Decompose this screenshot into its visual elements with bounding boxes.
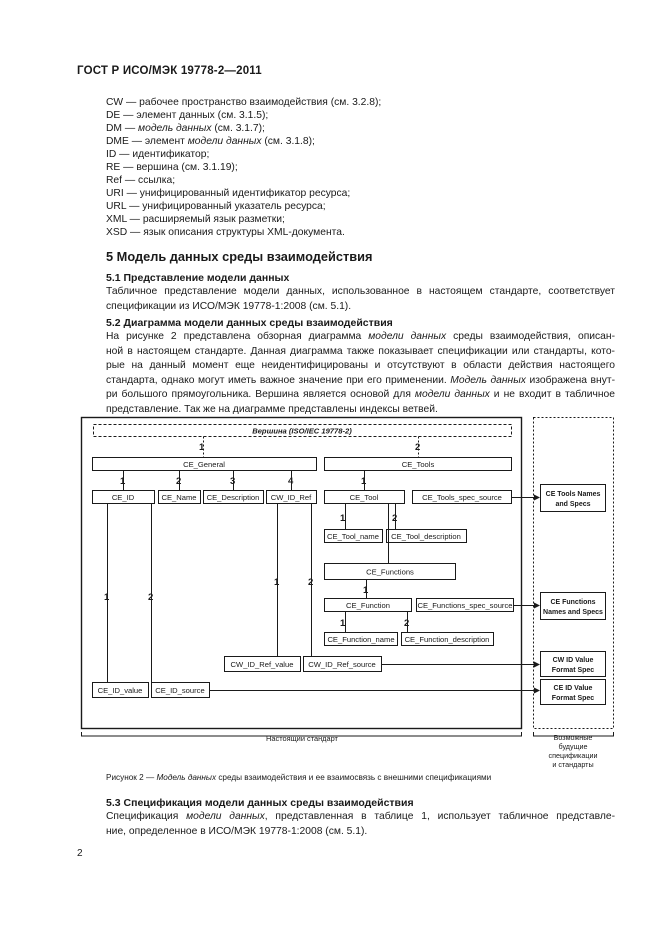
document-header: ГОСТ Р ИСО/МЭК 19778-2—2011 (77, 65, 262, 77)
label-future-3: спецификации (548, 751, 598, 760)
node-ce-functions-spec-source: CE_Functions_spec_source (417, 601, 513, 610)
abbr-xsd: XSD — язык описания структуры XML-документа. (106, 227, 345, 238)
idx-general-cwidref: 4 (288, 476, 294, 487)
ext-tools-line1: CE Tools Names (545, 491, 601, 498)
label-current-standard: Настоящий стандарт (266, 734, 338, 743)
idx-root-general: 1 (199, 442, 205, 453)
figure-caption: Рисунок 2 — Модель данных среды взаимодействия и ее взаимосвязь с внешними спецификациями (106, 773, 492, 782)
node-ce-function-name: CE_Function_name (327, 635, 395, 644)
node-ce-tools: CE_Tools (401, 460, 435, 469)
idx-tool-description: 2 (392, 513, 398, 524)
abbr-de: DE — элемент данных (см. 3.1.5); (106, 110, 269, 121)
node-ce-general: CE_General (183, 460, 225, 469)
future-boundary (534, 418, 614, 729)
node-ce-id: CE_ID (111, 493, 135, 502)
idx-general-name: 2 (176, 476, 182, 487)
node-ce-tool-name: CE_Tool_name (327, 532, 379, 541)
idx-function-description: 2 (404, 618, 410, 629)
abbr-xml: XML — расширяемый язык разметки; (106, 214, 285, 225)
node-ce-description: CE_Description (206, 493, 260, 502)
diagram-root-label: Вершина (ISO/IEC 19778-2) (252, 426, 352, 436)
ext-cwid-line2: Format Spec (551, 667, 595, 674)
idx-ceid-value: 1 (104, 592, 110, 603)
idx-function-name: 1 (340, 618, 346, 629)
idx-cwidref-value: 1 (274, 577, 280, 588)
node-cw-id-ref-source: CW_ID_Ref_source (308, 660, 376, 669)
ext-ceid-line2: Format Spec (551, 695, 595, 702)
idx-cwidref-source: 2 (308, 577, 314, 588)
section-5-3-title: 5.3 Спецификация модели данных среды взаимодействия (106, 797, 414, 809)
idx-functions-function: 1 (363, 585, 369, 596)
node-ce-tool-description: CE_Tool_description (391, 532, 461, 541)
idx-ceid-source: 2 (148, 592, 154, 603)
section-5-1-title: 5.1 Представление модели данных (106, 272, 290, 284)
abbr-id: ID — идентификатор; (106, 149, 210, 160)
node-ce-function: CE_Function (346, 601, 390, 610)
ext-func-line1: CE Functions (550, 599, 596, 606)
node-cw-id-ref: CW_ID_Ref (270, 493, 312, 502)
node-ce-functions: CE_Functions (366, 567, 414, 577)
page-number: 2 (77, 848, 83, 859)
section-5-2-title: 5.2 Диаграмма модели данных среды взаимодействия (106, 317, 393, 329)
idx-general-id: 1 (120, 476, 126, 487)
node-ce-tools-spec-source: CE_Tools_spec_source (422, 493, 502, 502)
idx-tools-tool: 1 (361, 476, 367, 487)
label-future-4: и стандарты (552, 760, 594, 769)
node-ce-id-value: CE_ID_value (97, 686, 143, 695)
abbr-cw: CW — рабочее пространство взаимодействия (см. 3.2.8); (106, 97, 382, 108)
idx-general-description: 3 (230, 476, 236, 487)
abbr-dm: DM — модель данных (см. 3.1.7); (106, 123, 265, 134)
abbr-url: URL — унифицированный указатель ресурса; (106, 201, 326, 212)
section-5-2-paragraph: На рисунке 2 представлена обзорная диаграмма модели данных среды взаимодействия, описан- ной в настоящем стандарте. Данная диаграмма также показывает спецификации или стандарты, кото- рые на данный момент еще неидентифицированы и отсутствуют в области действия настоящего стандарта, однако могут иметь важное значение при его применении. Модель данных изображена внут- ри большого прямоугольника. Вершина является основой для модели данных и не входит в табличное представление. Так же на диаграмме представлены индексы ветвей. (106, 331, 616, 415)
ext-ceid-line1: CE ID Value (553, 685, 593, 692)
node-ce-name: CE_Name (161, 493, 197, 502)
ext-func-line2: Names and Specs (543, 609, 603, 616)
node-ce-id-source: CE_ID_source (155, 686, 205, 695)
abbr-ref: Ref — ссылка; (106, 175, 176, 186)
abbr-re: RE — вершина (см. 3.1.19); (106, 162, 238, 173)
node-cw-id-ref-value: CW_ID_Ref_value (230, 660, 294, 669)
abbr-uri: URI — унифицированный идентификатор ресурса; (106, 188, 351, 199)
abbr-dme: DME — элемент модели данных (см. 3.1.8); (106, 136, 315, 147)
label-future-2: будущие (558, 742, 588, 751)
node-ce-tool: CE_Tool (349, 493, 379, 502)
ext-cwid-line1: CW ID Value (552, 657, 594, 664)
idx-tool-name: 1 (340, 513, 346, 524)
section-5-3-paragraph: Спецификация модели данных, представленная в таблице 1, использует табличное представле- ние, определенное в ИСО/МЭК 19778-1:2008 (см. 5.1). (106, 811, 615, 837)
ext-tools-line2: and Specs (555, 501, 591, 508)
node-ce-function-description: CE_Function_description (404, 635, 490, 644)
section-5-title: 5 Модель данных среды взаимодействия (106, 249, 373, 264)
idx-root-tools: 2 (415, 442, 421, 453)
label-future-1: Возможные (553, 733, 593, 742)
section-5-1-paragraph: Табличное представление модели данных, использованное в настоящем стандарте, соответствует спецификации из ИСО/МЭК 19778-1:2008 (см. 5.1). (106, 286, 615, 312)
